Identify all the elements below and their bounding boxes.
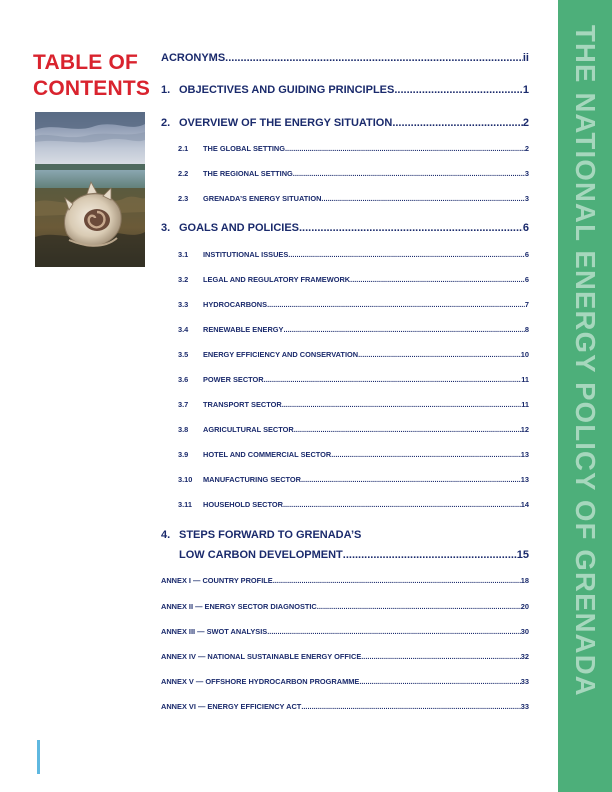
toc-entry-title: HOUSEHOLD SECTOR [203,500,283,509]
toc-entry-number: 3.4 [178,325,189,334]
toc-entry-number: 4. [161,529,171,541]
toc-entry-page: 30 [520,627,529,636]
toc-entry-page: 13 [520,475,529,484]
toc-entry-section-2-1[interactable] [178,144,529,158]
leader-dots [283,500,521,509]
toc-entry-number: 3.2 [178,275,189,284]
toc-entry-title: LEGAL AND REGULATORY FRAMEWORK [203,275,351,284]
toc-entry-number: 3.6 [178,375,189,384]
toc-entry-title: STEPS FORWARD TO GRENADA’S [179,529,362,541]
toc-entry-chapter-4-line-1[interactable] [161,529,361,541]
toc-entry-title: ANNEX I — COUNTRY PROFILE [161,576,273,585]
toc-entry-page: 6 [524,250,529,259]
leader-dots [392,117,523,129]
toc-entry-page: 3 [524,169,529,178]
toc-entry-page: 15 [516,549,529,561]
toc-entry-section-3-2[interactable] [178,275,529,289]
leader-dots [293,169,525,178]
leader-dots [294,425,521,434]
page-title: TABLE OF CONTENTS [33,51,151,100]
toc-entry-page: ii [522,52,529,64]
toc-entry-annex-5[interactable] [161,677,529,691]
toc-entry-title: ACRONYMS [161,52,226,64]
toc-entry-title: INSTITUTIONAL ISSUES [203,250,289,259]
toc-entry-number: 2. [161,117,171,129]
toc-entry-annex-3[interactable] [161,627,529,641]
toc-entry-page: 2 [524,144,529,153]
toc-entry-title: ANNEX VI — ENERGY EFFICIENCY ACT [161,702,302,711]
toc-entry-page: 7 [524,300,529,309]
leader-dots [264,375,522,384]
toc-entry-title: RENEWABLE ENERGY [203,325,284,334]
toc-entry-title: ANNEX III — SWOT ANALYSIS [161,627,268,636]
leader-dots [267,300,525,309]
toc-entry-section-2-2[interactable] [178,169,529,183]
toc-entry-title: AGRICULTURAL SECTOR [203,425,294,434]
toc-entry-title: ANNEX V — OFFSHORE HYDROCARBON PROGRAMME [161,677,360,686]
leader-dots [343,549,517,561]
toc-entry-page: 33 [520,677,529,686]
toc-entry-page: 11 [521,375,529,384]
leader-dots [273,576,521,585]
toc-entry-page: 20 [520,602,529,611]
toc-entry-title: ENERGY EFFICIENCY AND CONSERVATION [203,350,359,359]
leader-dots [394,84,523,96]
leader-dots [282,400,521,409]
leader-dots [288,250,525,259]
leader-dots [285,144,525,153]
toc-entry-number: 3.7 [178,400,189,409]
toc-entry-annex-4[interactable] [161,652,529,666]
toc-entry-number: 3.3 [178,300,189,309]
toc-entry-chapter-1[interactable] [161,84,529,98]
toc-entry-number: 3.9 [178,450,189,459]
toc-entry-chapter-4-line-2[interactable] [179,549,529,563]
leader-dots [358,350,521,359]
toc-entry-title: OVERVIEW OF THE ENERGY SITUATION [179,117,393,129]
toc-entry-title: OBJECTIVES AND GUIDING PRINCIPLES [179,84,395,96]
toc-entry-page: 1 [522,84,529,96]
toc-entry-number: 3. [161,222,171,234]
page-folio-marker [37,740,40,774]
toc-entry-title: GRENADA’S ENERGY SITUATION [203,194,322,203]
toc-entry-title: TRANSPORT SECTOR [203,400,282,409]
leader-dots [284,325,525,334]
toc-entry-page: 10 [520,350,529,359]
leader-dots [321,194,524,203]
toc-entry-page: 32 [520,652,529,661]
leader-dots [267,627,521,636]
toc-entry-chapter-2[interactable] [161,117,529,131]
toc-entry-section-3-5[interactable] [178,350,529,364]
toc-entry-number: 3.10 [178,475,193,484]
toc-entry-page: 8 [524,325,529,334]
toc-entry-number: 2.2 [178,169,189,178]
toc-entry-page: 13 [520,450,529,459]
leader-dots [225,52,523,64]
leader-dots [317,602,521,611]
toc-entry-page: 18 [520,576,529,585]
toc-entry-title: POWER SECTOR [203,375,264,384]
toc-entry-number: 1. [161,84,171,96]
toc-entry-number: 3.8 [178,425,189,434]
conch-shell-photo [35,112,145,267]
toc-entry-title: GOALS AND POLICIES [179,222,299,234]
toc-entry-section-3-11[interactable] [178,500,529,514]
toc-entry-title: HYDROCARBONS [203,300,268,309]
toc-entry-title: ANNEX IV — NATIONAL SUSTAINABLE ENERGY OFFICE [161,652,362,661]
toc-entry-page: 3 [524,194,529,203]
toc-entry-title: THE REGIONAL SETTING [203,169,293,178]
toc-entry-number: 3.5 [178,350,189,359]
toc-entry-section-3-8[interactable] [178,425,529,439]
toc-entry-page: 6 [522,222,529,234]
toc-entry-page: 33 [520,702,529,711]
toc-entry-title: LOW CARBON DEVELOPMENT [179,549,343,561]
toc-entry-title: HOTEL AND COMMERCIAL SECTOR [203,450,332,459]
sidebar-title-text: THE NATIONAL ENERGY POLICY OF GRENADA [569,25,601,697]
toc-entry-number: 2.1 [178,144,189,153]
leader-dots [299,222,523,234]
toc-entry-page: 12 [520,425,529,434]
toc-entry-section-3-10[interactable] [178,475,529,489]
leader-dots [301,702,520,711]
toc-entry-section-2-3[interactable] [178,194,529,208]
toc-entry-page: 14 [520,500,529,509]
toc-entry-chapter-3[interactable] [161,222,529,236]
leader-dots [359,677,520,686]
toc-entry-annex-6[interactable] [161,702,529,716]
toc-entry-number: 3.11 [178,500,192,509]
leader-dots [361,652,521,661]
toc-entry-section-3-4[interactable] [178,325,529,339]
toc-entry-title: THE GLOBAL SETTING [203,144,285,153]
toc-entry-annex-1[interactable] [161,576,529,590]
toc-entry-section-3-9[interactable] [178,450,529,464]
toc-entry-section-3-3[interactable] [178,300,529,314]
toc-entry-title: MANUFACTURING SECTOR [203,475,301,484]
toc-entry-number: 2.3 [178,194,189,203]
toc-entry-section-3-1[interactable] [178,250,529,264]
toc-entry-annex-2[interactable] [161,602,529,616]
toc-entry-title: ANNEX II — ENERGY SECTOR DIAGNOSTIC [161,602,317,611]
toc-entry-number: 3.1 [178,250,189,259]
toc-entry-page: 11 [521,400,529,409]
toc-entry-page: 6 [524,275,529,284]
leader-dots [301,475,521,484]
toc-entry-page: 2 [522,117,529,129]
toc-entry-section-3-6[interactable] [178,375,529,389]
toc-entry-acronyms[interactable] [161,52,529,66]
toc-entry-section-3-7[interactable] [178,400,529,414]
leader-dots [350,275,525,284]
leader-dots [331,450,521,459]
